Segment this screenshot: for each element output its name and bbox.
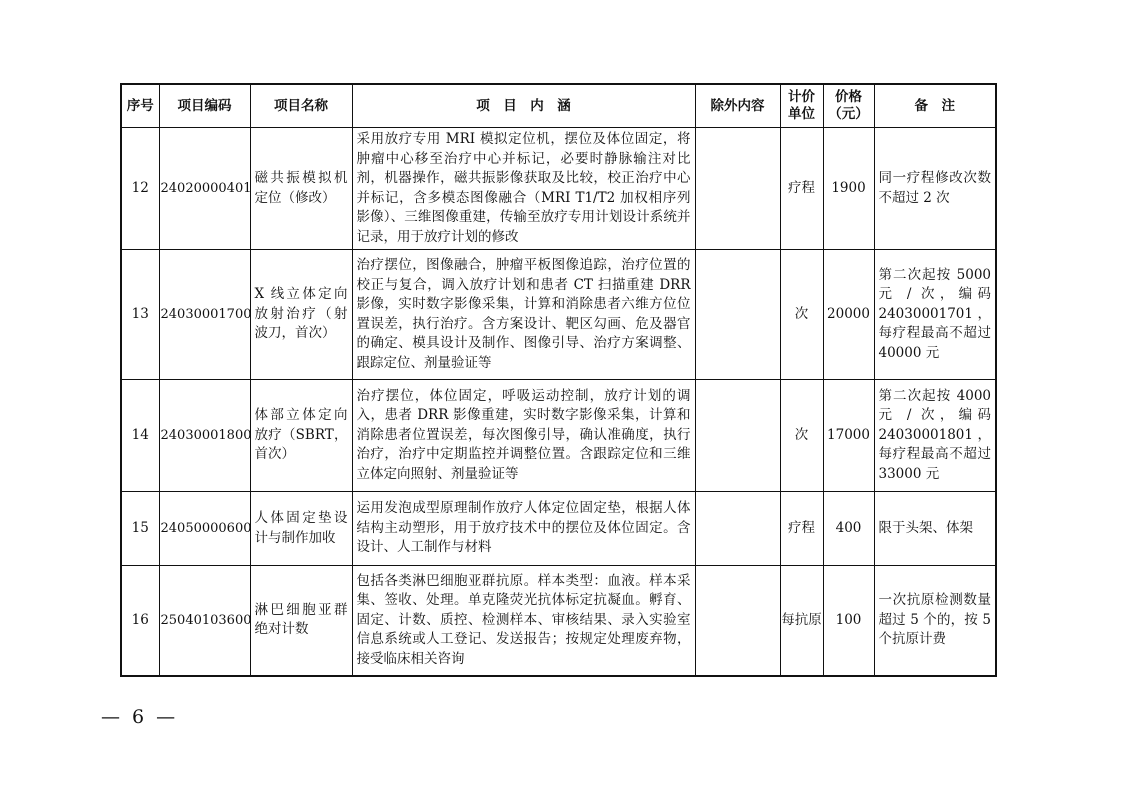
- row-note: 第二次起按 5000 元 / 次，编码 24030001701，每疗程最高不超过 40000 元: [874, 250, 996, 380]
- table-row: [121, 128, 996, 250]
- row-exclusions: [695, 380, 780, 492]
- row-code: 24030001800: [159, 380, 250, 492]
- row-content: 采用放疗专用 MRI 模拟定位机，摆位及体位固定，将肿瘤中心移至治疗中心并标记，必要时静脉输注对比剂，机器操作，磁共振影像获取及比较，校正治疗中心并标记，含多模态图像融合（MRI T1/T2 加权相序列影像）、三维图像重建，传输至放疗专用计划设计系统并记录，用于放疗计划的修改: [352, 128, 695, 250]
- row-content: 治疗摆位，图像融合，肿瘤平板图像追踪，治疗位置的校正与复合，调入放疗计划和患者 CT 扫描重建 DRR 影像，实时数字影像采集，计算和消除患者六维方位位置误差，执行治疗。含方案设计、靶区勾画、危及器官的确定、模具设计及制作、图像引导、治疗方案调整、跟踪定位、剂量验证等: [352, 250, 695, 380]
- row-name: 人体固定垫设计与制作加收: [250, 492, 352, 566]
- row-name: 淋巴细胞亚群绝对计数: [250, 566, 352, 676]
- row-code: 24030001700: [159, 250, 250, 380]
- row-exclusions: [695, 128, 780, 250]
- row-exclusions: [695, 492, 780, 566]
- row-unit: 每抗原: [780, 566, 823, 676]
- row-note: 同一疗程修改次数不超过 2 次: [874, 128, 996, 250]
- row-price: 400: [823, 492, 874, 566]
- row-content: 包括各类淋巴细胞亚群抗原。样本类型：血液。样本采集、签收、处理。单克隆荧光抗体标定抗凝血。孵育、固定、计数、质控、检测样本、审核结果、录入实验室信息系统或人工登记、发送报告；按规定处理废弃物，接受临床相关咨询: [352, 566, 695, 676]
- header-name: 项目名称: [250, 84, 352, 128]
- row-no: 14: [121, 380, 159, 492]
- header-no: 序号: [121, 84, 159, 128]
- header-content: 项 目 内 涵: [352, 84, 695, 128]
- row-no: 15: [121, 492, 159, 566]
- row-no: 13: [121, 250, 159, 380]
- row-price: 100: [823, 566, 874, 676]
- row-note: 一次抗原检测数量超过 5 个的，按 5 个抗原计费: [874, 566, 996, 676]
- row-unit: 次: [780, 250, 823, 380]
- row-note: 第二次起按 4000 元 / 次，编码 24030001801，每疗程最高不超过 33000 元: [874, 380, 996, 492]
- row-price: 1900: [823, 128, 874, 250]
- table-row: [121, 492, 996, 566]
- row-no: 16: [121, 566, 159, 676]
- row-unit: 次: [780, 380, 823, 492]
- row-code: 25040103600: [159, 566, 250, 676]
- header-exclusions: 除外内容: [695, 84, 780, 128]
- row-no: 12: [121, 128, 159, 250]
- page-number: — 6 —: [101, 706, 179, 728]
- header-row: [121, 84, 996, 128]
- row-exclusions: [695, 566, 780, 676]
- price-table: [120, 83, 997, 677]
- header-note: 备 注: [874, 84, 996, 128]
- row-price: 17000: [823, 380, 874, 492]
- row-content: 运用发泡成型原理制作放疗人体定位固定垫，根据人体结构主动塑形，用于放疗技术中的摆位及体位固定。含设计、人工制作与材料: [352, 492, 695, 566]
- row-name: 磁共振模拟机定位（修改）: [250, 128, 352, 250]
- table-row: [121, 250, 996, 380]
- header-price: 价格（元）: [823, 84, 874, 128]
- header-unit: 计价单位: [780, 84, 823, 128]
- row-unit: 疗程: [780, 492, 823, 566]
- row-price: 20000: [823, 250, 874, 380]
- row-code: 24050000600: [159, 492, 250, 566]
- row-name: X 线立体定向放射治疗（射波刀，首次）: [250, 250, 352, 380]
- table-row: [121, 566, 996, 676]
- table-row: [121, 380, 996, 492]
- row-unit: 疗程: [780, 128, 823, 250]
- row-content: 治疗摆位，体位固定，呼吸运动控制，放疗计划的调入，患者 DRR 影像重建，实时数字影像采集，计算和消除患者位置误差，每次图像引导，确认准确度，执行治疗，治疗中定期监控并调整位置。含跟踪定位和三维立体定向照射、剂量验证等: [352, 380, 695, 492]
- row-name: 体部立体定向放疗（SBRT，首次）: [250, 380, 352, 492]
- header-code: 项目编码: [159, 84, 250, 128]
- row-note: 限于头架、体架: [874, 492, 996, 566]
- row-code: 24020000401: [159, 128, 250, 250]
- row-exclusions: [695, 250, 780, 380]
